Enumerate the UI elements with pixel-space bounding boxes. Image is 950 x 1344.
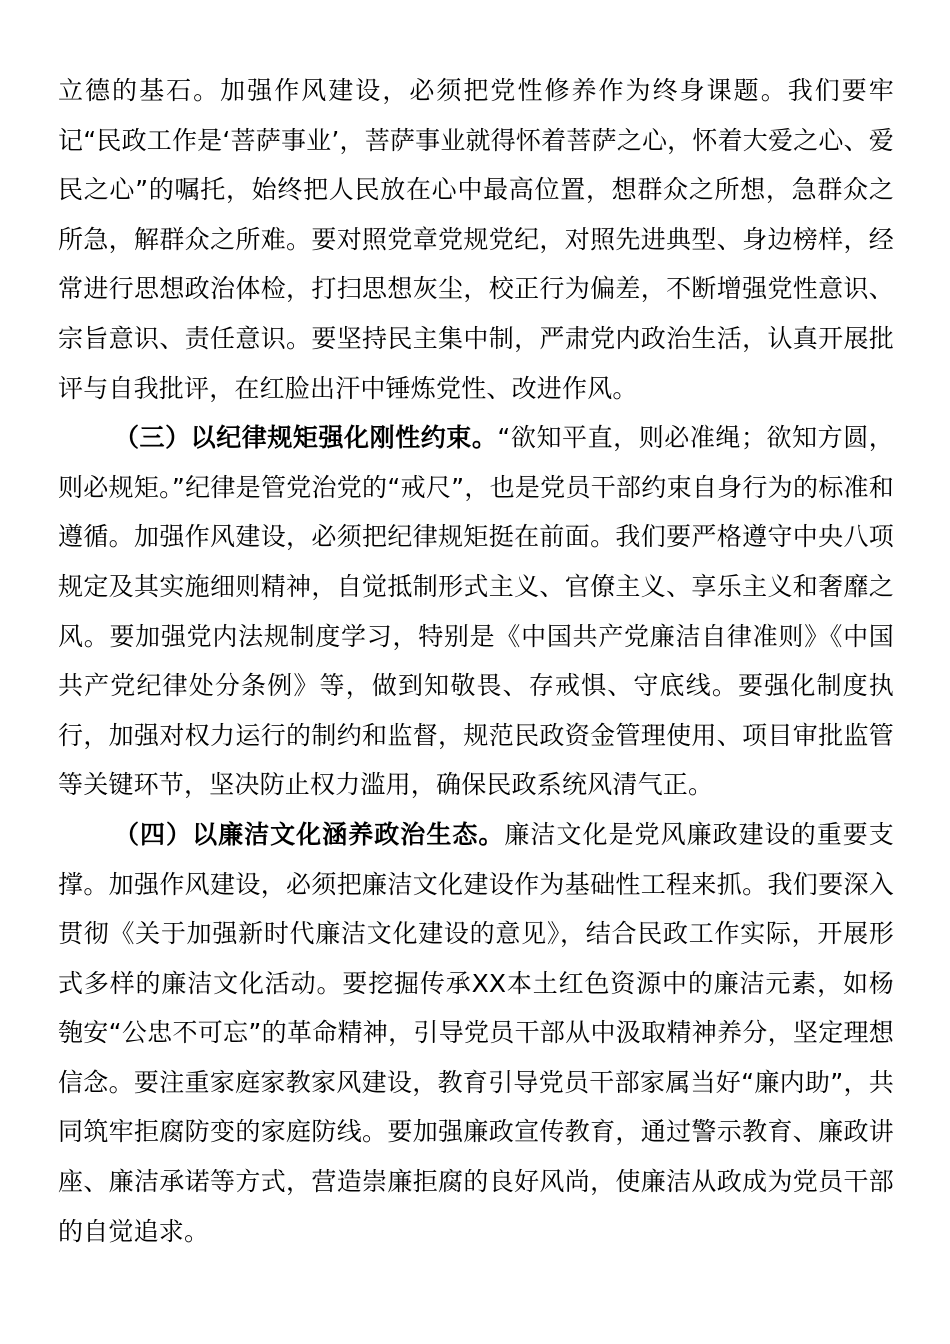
document-body (58, 66, 894, 1256)
paragraph-party-spirit (58, 66, 894, 413)
section-heading-integrity-culture: （四）以廉洁文化涵养政治生态。 (114, 819, 505, 849)
section-heading-discipline: （三）以纪律规矩强化刚性约束。 (114, 423, 498, 453)
paragraph-discipline (58, 413, 894, 810)
paragraph-text: 廉洁文化是党风廉政建设的重要支撑。加强作风建设，必须把廉洁文化建设作为基础性工程来抓。我们要深入贯彻《关于加强新时代廉洁文化建设的意见》，结合民政工作实际，开展形式多样的廉洁文化活动。要挖掘传承XX本土红色资源中的廉洁元素，如杨匏安“公忠不可忘”的革命精神，引导党员干部从中汲取精神养分，坚定理想信念。要注重家庭家教家风建设，教育引导党员干部家属当好“廉内助”，共同筑牢拒腐防变的家庭防线。要加强廉政宣传教育，通过警示教育、廉政讲座、廉洁承诺等方式，营造崇廉拒腐的良好风尚，使廉洁从政成为党员干部的自觉追求。 (58, 819, 894, 1246)
paragraph-text: “欲知平直，则必准绳；欲知方圆，则必规矩。”纪律是管党治党的“戒尺”，也是党员干部约束自身行为的标准和遵循。加强作风建设，必须把纪律规矩挺在前面。我们要严格遵守中央八项规定及其实施细则精神，自觉抵制形式主义、官僚主义、享乐主义和奢靡之风。要加强党内法规制度学习，特别是《中国共产党廉洁自律准则》《中国共产党纪律处分条例》等，做到知敬畏、存戒惧、守底线。要强化制度执行，加强对权力运行的制约和监督，规范民政资金管理使用、项目审批监管等关键环节，坚决防止权力滥用，确保民政系统风清气正。 (58, 423, 894, 800)
paragraph-integrity-culture (58, 810, 894, 1256)
paragraph-text: 立德的基石。加强作风建设，必须把党性修养作为终身课题。我们要牢记“民政工作是‘菩萨事业’，菩萨事业就得怀着菩萨之心，怀着大爱之心、爱民之心”的嘱托，始终把人民放在心中最高位置，想群众之所想，急群众之所急，解群众之所难。要对照党章党规党纪，对照先进典型、身边榜样，经常进行思想政治体检，打扫思想灰尘，校正行为偏差，不断增强党性意识、宗旨意识、责任意识。要坚持民主集中制，严肃党内政治生活，认真开展批评与自我批评，在红脸出汗中锤炼党性、改进作风。 (58, 76, 894, 403)
